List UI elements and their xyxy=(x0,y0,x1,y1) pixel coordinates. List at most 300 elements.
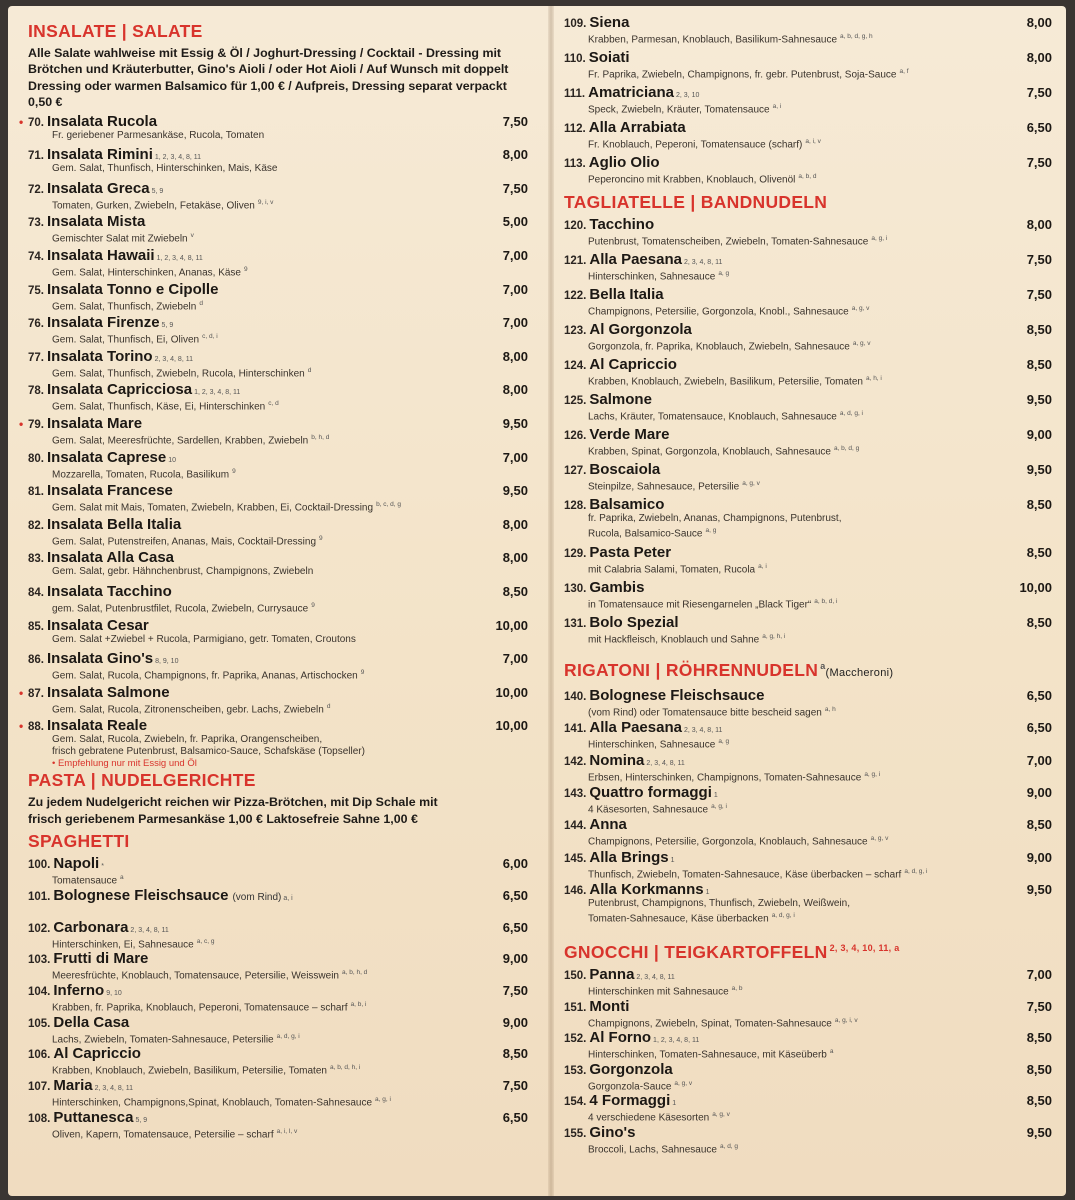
item-price: 8,50 xyxy=(502,1046,528,1062)
menu-item xyxy=(564,84,1052,119)
menu-item xyxy=(564,752,1052,784)
item-description xyxy=(564,303,1052,318)
item-line xyxy=(564,1029,1052,1046)
item-line xyxy=(28,982,528,999)
menu-item xyxy=(564,544,1052,579)
item-allergens: a, g, i xyxy=(871,235,888,242)
item-name: Al Forno xyxy=(589,1029,652,1046)
item-description-text: Gorgonzola, fr. Paprika, Knoblauch, Zwiebeln, Sahnesauce xyxy=(588,341,850,353)
item-price: 6,50 xyxy=(502,919,528,935)
item-description xyxy=(564,408,1052,423)
item-price: 8,00 xyxy=(502,147,528,163)
item-description-text: Hinterschinken, Sahnesauce xyxy=(588,739,716,751)
item-description xyxy=(28,432,528,447)
item-description-text: Gem. Salat, Thunfisch, Hinterschinken, Mais, Käse xyxy=(52,163,278,175)
item-description-text: Erbsen, Hinterschinken, Champignons, Tomaten-Sahnesauce xyxy=(588,771,862,783)
item-name: Insalata Gino's xyxy=(47,650,154,668)
item-number: 140. xyxy=(564,690,587,703)
item-description xyxy=(28,163,528,175)
item-price: 6,50 xyxy=(1026,720,1052,736)
item-number: 130. xyxy=(564,583,587,595)
item-number: 79. xyxy=(28,418,44,431)
item-additives: 1, 2, 3, 4, 8, 11 xyxy=(154,154,202,162)
item-description xyxy=(28,230,528,245)
menu-item xyxy=(28,314,528,348)
item-description xyxy=(564,338,1052,353)
item-line xyxy=(28,482,528,499)
item-description xyxy=(564,31,1052,46)
item-description-text: Hinterschinken, Ei, Sahnesauce xyxy=(52,938,194,950)
item-name: Pasta Peter xyxy=(589,544,672,561)
item-line xyxy=(564,579,1052,596)
item-allergens: a, b, d xyxy=(798,173,817,180)
item-line xyxy=(564,286,1052,303)
item-name: Bolognese Fleischsauce xyxy=(589,686,765,704)
item-description-text: Lachs, Zwiebeln, Tomaten-Sahnesauce, Petersilie xyxy=(52,1033,274,1045)
item-line xyxy=(564,154,1052,171)
item-number: 103. xyxy=(28,954,51,967)
menu-item xyxy=(564,119,1052,154)
item-line xyxy=(28,415,528,432)
menu-item xyxy=(564,1029,1052,1061)
menu-item xyxy=(564,49,1052,84)
item-number: 111. xyxy=(564,88,586,100)
item-allergens: a, g, v xyxy=(852,340,871,347)
item-number: 153. xyxy=(564,1064,587,1077)
menu-item xyxy=(28,549,528,583)
item-description xyxy=(564,373,1052,388)
page-fold xyxy=(548,6,554,1196)
item-name: Insalata Capricciosa xyxy=(47,381,193,399)
item-description-text: Gem. Salat, Rucola, Zwiebeln, fr. Paprika, Orangenscheiben, xyxy=(52,734,323,746)
item-price: 7,00 xyxy=(502,248,528,263)
item-name: Balsamico xyxy=(589,496,665,513)
item-description-text: Gorgonzola-Sauce xyxy=(588,1080,672,1092)
item-description-text: Gem. Salat +Zwiebel + Rucola, Parmigiano, getr. Tomaten, Croutons xyxy=(52,633,356,645)
item-price: 7,50 xyxy=(1026,85,1052,100)
item-number: 83. xyxy=(28,553,44,566)
item-additives: 2, 3, 4, 8, 11 xyxy=(683,727,723,735)
item-note: (vom Rind) xyxy=(232,891,282,903)
item-allergens: a, b xyxy=(731,985,743,992)
item-line xyxy=(564,544,1052,561)
item-description xyxy=(28,466,528,481)
item-description xyxy=(28,600,528,615)
item-description-text: mit Calabria Salami, Tomaten, Rucola xyxy=(588,564,756,576)
item-price: 9,00 xyxy=(502,951,528,967)
item-description-text: mit Hackfleisch, Knoblauch und Sahne xyxy=(588,634,760,646)
item-number: 105. xyxy=(28,1017,51,1030)
item-line xyxy=(564,356,1052,373)
menu-item xyxy=(564,14,1052,49)
item-name: Siena xyxy=(589,14,630,31)
section-title-gnocchi xyxy=(564,937,1052,963)
item-allergens: a, i xyxy=(772,103,782,110)
item-allergens: a, i xyxy=(758,563,767,570)
item-description xyxy=(28,331,528,346)
item-name: Insalata Bella Italia xyxy=(47,515,182,533)
tagliatelle-list xyxy=(564,216,1052,649)
item-additives: 1, 2, 3, 4, 8, 11 xyxy=(156,255,203,262)
item-line xyxy=(28,281,528,298)
item-allergens: a xyxy=(120,874,124,882)
item-name: Insalata Torino xyxy=(47,347,153,365)
item-description xyxy=(564,898,1052,910)
item-price: 7,50 xyxy=(502,180,528,196)
item-allergens: a, g xyxy=(718,270,730,277)
item-number: 141. xyxy=(564,723,587,736)
item-description-text: Mozzarella, Tomaten, Rucola, Basilikum xyxy=(52,468,230,480)
item-description xyxy=(28,967,528,982)
item-additives: 5, 9 xyxy=(161,322,174,330)
item-price: 7,50 xyxy=(502,982,528,998)
item-price: 8,50 xyxy=(1026,545,1052,560)
item-hint: • Empfehlung nur mit Essig und Öl xyxy=(52,758,197,770)
item-line xyxy=(28,348,528,365)
item-description xyxy=(28,1062,528,1077)
menu-item xyxy=(28,1014,528,1046)
item-allergens: a, g, i xyxy=(864,770,881,778)
item-price: 9,50 xyxy=(502,483,528,499)
item-number: 81. xyxy=(28,486,44,499)
menu-item xyxy=(28,583,528,617)
item-line xyxy=(28,684,528,701)
item-allergens: 9 xyxy=(319,534,323,542)
item-description-text: Lachs, Kräuter, Tomatensauce, Knoblauch, Sahnesauce xyxy=(588,411,837,423)
item-price: 10,00 xyxy=(495,617,528,633)
menu-item xyxy=(28,982,528,1014)
menu-item xyxy=(28,348,528,382)
item-name: Insalata Hawaii xyxy=(47,247,155,264)
section-title-spaghetti: SPAGHETTI xyxy=(28,831,130,852)
item-description-text-2: Tomaten-Sahnesauce, Käse überbacken xyxy=(588,913,769,925)
item-description-text-2: Rucola, Balsamico-Sauce xyxy=(588,528,703,540)
item-allergens: 9, i, v xyxy=(257,198,274,206)
item-allergens: a, d, g, i xyxy=(771,912,795,920)
menu-item xyxy=(28,1045,528,1077)
recommend-marker: • xyxy=(19,719,24,734)
menu-item xyxy=(19,683,528,718)
item-price: 8,00 xyxy=(1026,217,1052,232)
item-price: 7,50 xyxy=(1026,287,1052,302)
item-allergens: a, g, v xyxy=(742,480,760,487)
item-description-text: Hinterschinken, Sahnesauce xyxy=(588,271,716,283)
item-name: Gorgonzola xyxy=(589,1060,673,1078)
item-name: Insalata Cesar xyxy=(47,616,149,634)
item-number: 125. xyxy=(564,395,587,407)
item-additives: 5, 9 xyxy=(135,1116,148,1124)
item-allergens: a, d, g, i xyxy=(276,1032,300,1040)
menu-item xyxy=(564,496,1052,544)
item-name: Insalata Reale xyxy=(47,717,148,735)
item-name: Maria xyxy=(53,1076,93,1094)
item-allergens: a, b, d, g, h xyxy=(840,33,873,40)
item-number: 73. xyxy=(28,217,44,230)
item-name: Bolognese Fleischsauce xyxy=(53,886,229,904)
item-description-text: Champignons, Zwiebeln, Spinat, Tomaten-Sahnesauce xyxy=(588,1017,832,1029)
item-allergens: a, h xyxy=(824,705,836,713)
item-description-text: Hinterschinken mit Sahnesauce xyxy=(588,986,729,998)
item-description xyxy=(564,268,1052,283)
menu-page xyxy=(8,6,1066,1196)
menu-item xyxy=(28,146,528,180)
item-line xyxy=(28,381,528,398)
item-name: Insalata Francese xyxy=(47,482,173,500)
item-description xyxy=(564,443,1052,458)
item-price: 10,00 xyxy=(495,718,528,734)
menu-item xyxy=(564,286,1052,321)
item-line xyxy=(564,14,1052,31)
item-description-text: Krabben, Spinat, Gorgonzola, Knoblauch, Sahnesauce xyxy=(588,446,831,458)
item-allergens: a, g, v xyxy=(851,305,870,312)
item-line xyxy=(28,449,528,466)
spaghetti-list xyxy=(28,855,528,1140)
item-description xyxy=(28,701,528,716)
item-description xyxy=(28,1094,528,1109)
item-allergens: a, h, i xyxy=(865,375,882,382)
item-description xyxy=(28,1126,528,1141)
item-allergens: a, d, g xyxy=(719,1142,739,1150)
item-price: 8,50 xyxy=(1026,615,1052,630)
section-title-rigatoni xyxy=(564,655,1052,684)
item-number: 128. xyxy=(564,500,587,512)
item-allergens: 9 xyxy=(232,467,236,475)
item-name: Insalata Mare xyxy=(47,414,143,432)
item-name: Amatriciana xyxy=(588,84,674,101)
item-description xyxy=(28,499,528,514)
item-line xyxy=(28,516,528,533)
menu-item xyxy=(564,321,1052,356)
item-number: 88. xyxy=(28,721,44,734)
item-number: 143. xyxy=(564,788,587,800)
item-name: Insalata Firenze xyxy=(47,314,160,332)
right-column xyxy=(564,14,1052,1155)
item-price: 9,50 xyxy=(1026,462,1052,477)
item-name: Bolo Spezial xyxy=(589,614,679,631)
item-name: Al Capriccio xyxy=(589,356,677,373)
item-description-text: Broccoli, Lachs, Sahnesauce xyxy=(588,1143,717,1155)
item-description xyxy=(564,704,1052,719)
menu-item xyxy=(564,426,1052,461)
item-description xyxy=(564,513,1052,525)
item-allergens: d xyxy=(199,299,203,307)
item-allergens: a, b, h, d xyxy=(342,969,368,977)
item-description xyxy=(28,667,528,682)
item-allergens: a, f xyxy=(899,68,909,75)
item-price: 8,50 xyxy=(1026,817,1052,833)
item-allergens: a, b, i xyxy=(350,1000,367,1008)
item-allergens: a, i, l, v xyxy=(276,1127,298,1135)
item-number: 104. xyxy=(28,985,51,998)
item-price: 9,50 xyxy=(1026,1124,1052,1140)
item-name: Panna xyxy=(589,966,635,983)
item-allergens: a xyxy=(829,1048,834,1055)
item-line xyxy=(28,549,528,566)
item-name: Frutti di Mare xyxy=(53,950,149,968)
section-title-salate: INSALATE | SALATE xyxy=(28,21,203,41)
item-price: 10,00 xyxy=(1019,580,1052,595)
item-line xyxy=(564,1092,1052,1109)
item-number: 108. xyxy=(28,1112,51,1125)
item-price: 10,00 xyxy=(495,684,528,700)
item-description-text: Krabben, Parmesan, Knoblauch, Basilikum-Sahnesauce xyxy=(588,34,838,46)
item-number: 122. xyxy=(564,290,587,302)
item-line xyxy=(28,617,528,634)
item-number: 150. xyxy=(564,970,587,982)
item-allergens: d xyxy=(307,366,312,374)
item-description xyxy=(28,365,528,380)
menu-item xyxy=(28,516,528,550)
item-number: 84. xyxy=(28,586,44,599)
item-description-text: Speck, Zwiebeln, Kräuter, Tomatensauce xyxy=(588,104,770,116)
item-number: 151. xyxy=(564,1001,587,1014)
item-number: 86. xyxy=(28,654,44,667)
item-name: Napoli xyxy=(53,855,100,873)
item-name: Alla Arrabiata xyxy=(588,119,686,136)
item-line xyxy=(564,1061,1052,1078)
item-description xyxy=(564,833,1052,848)
item-additives: 1 xyxy=(713,792,718,799)
item-allergens: a, g, h, i xyxy=(762,633,786,640)
item-description xyxy=(564,1109,1052,1124)
item-additives: 10 xyxy=(168,456,177,464)
item-line xyxy=(564,966,1052,983)
item-number: 113. xyxy=(564,158,586,170)
menu-item xyxy=(28,381,528,415)
item-price: 9,00 xyxy=(1026,427,1052,442)
item-description-2 xyxy=(28,746,528,758)
item-additives: 2, 3, 4, 8, 11 xyxy=(636,974,675,981)
item-name: Insalata Salmone xyxy=(47,683,170,701)
item-description xyxy=(28,566,528,578)
item-price: 8,50 xyxy=(1026,357,1052,372)
item-price: 7,00 xyxy=(502,449,528,465)
item-name: Alla Korkmanns xyxy=(589,881,704,899)
item-description xyxy=(564,1015,1052,1030)
item-allergens: a, b, d, h, i xyxy=(329,1064,361,1072)
item-name: Al Capriccio xyxy=(53,1045,141,1063)
left-column xyxy=(19,14,528,1140)
item-description xyxy=(28,1031,528,1046)
menu-item xyxy=(19,414,528,449)
item-number: 107. xyxy=(28,1080,51,1093)
pasta-intro: Zu jedem Nudelgericht reichen wir Pizza-Brötchen, mit Dip Schale mit frisch geriebenem Parmesankäse 1,00 € Laktosefreie Sahne 1,00 € xyxy=(28,795,438,826)
item-description-text: Fr. geriebener Parmesankäse, Rucola, Tomaten xyxy=(52,129,265,141)
item-description-text: Fr. Knoblauch, Peperoni, Tomatensauce (scharf) xyxy=(588,139,803,151)
item-description-text: Gem. Salat, gebr. Hähnchenbrust, Champignons, Zwiebeln xyxy=(52,566,314,578)
item-description-text: Gem. Salat, Thunfisch, Zwiebeln xyxy=(52,300,197,312)
item-additives: 2, 3, 4, 8, 11 xyxy=(94,1084,133,1092)
item-allergens: c, d, i xyxy=(202,333,218,341)
item-number: 72. xyxy=(28,183,44,196)
item-additives: 1, 2, 3, 4, 8, 11 xyxy=(653,1037,700,1044)
item-description-text: Gemischter Salat mit Zwiebeln xyxy=(52,233,188,245)
item-description xyxy=(28,130,528,142)
item-name: Aglio Olio xyxy=(588,154,660,171)
item-price: 7,50 xyxy=(502,113,528,129)
menu-item xyxy=(564,154,1052,189)
item-price: 7,00 xyxy=(502,651,528,667)
item-number: 106. xyxy=(28,1049,51,1062)
item-line xyxy=(28,1014,528,1031)
item-price: 8,50 xyxy=(1026,497,1052,512)
item-number: 77. xyxy=(28,351,44,364)
item-line xyxy=(564,1124,1052,1141)
item-number: 109. xyxy=(564,18,587,30)
item-allergens: a, g xyxy=(705,527,717,534)
item-number: 101. xyxy=(28,890,51,903)
item-line xyxy=(28,180,528,197)
item-additives: 5, 9 xyxy=(151,187,164,195)
menu-item xyxy=(564,966,1052,998)
item-description xyxy=(564,233,1052,248)
item-allergens: a, i, v xyxy=(805,138,821,145)
item-line xyxy=(564,784,1052,801)
item-price: 6,50 xyxy=(1026,687,1052,703)
item-description-text-2: frisch gebratene Putenbrust, Balsamico-Sauce, Schafskäse (Topseller) xyxy=(52,746,365,758)
item-description-text: Gem. Salat, Rucola, Zitronenscheiben, gebr. Lachs, Zwiebeln xyxy=(52,704,324,716)
item-allergens: a, b, d, i xyxy=(814,598,838,605)
item-line xyxy=(28,650,528,667)
item-name: Al Gorgonzola xyxy=(589,321,692,338)
item-name: Della Casa xyxy=(53,1013,130,1031)
item-description xyxy=(564,1141,1052,1156)
item-line xyxy=(564,687,1052,704)
item-line xyxy=(28,146,528,163)
item-description xyxy=(564,66,1052,81)
item-description-text: Gem. Salat, Rucola, Champignons, fr. Paprika, Ananas, Artischocken xyxy=(52,670,358,682)
item-description-text: Gem. Salat, Putenstreifen, Ananas, Mais, Cocktail-Dressing xyxy=(52,536,317,548)
item-line xyxy=(564,752,1052,769)
item-price: 8,50 xyxy=(1026,322,1052,337)
item-line xyxy=(564,216,1052,233)
menu-item xyxy=(19,717,528,770)
item-name: Bella Italia xyxy=(589,286,664,303)
item-name: Insalata Tonno e Cipolle xyxy=(47,280,219,298)
item-number: 155. xyxy=(564,1127,587,1140)
item-additives: 2, 3, 4, 8, 11 xyxy=(683,259,723,266)
item-line xyxy=(564,998,1052,1015)
item-line xyxy=(564,816,1052,833)
item-number: 127. xyxy=(564,465,587,477)
menu-item xyxy=(564,998,1052,1030)
menu-item xyxy=(564,687,1052,719)
item-price: 7,50 xyxy=(1026,155,1052,170)
item-line xyxy=(564,849,1052,866)
item-description xyxy=(564,596,1052,611)
item-additives: 2, 3, 4, 8, 11 xyxy=(154,355,193,363)
item-description-text: Putenbrust, Champignons, Thunfisch, Zwiebeln, Weißwein, xyxy=(588,898,850,910)
item-line xyxy=(564,496,1052,513)
item-allergens: a, g, v xyxy=(712,1111,730,1118)
item-additives: 1 xyxy=(672,1100,677,1107)
item-description-text: Krabben, fr. Paprika, Knoblauch, Peperoni, Tomatensauce – scharf xyxy=(52,1002,348,1014)
item-number: 82. xyxy=(28,519,44,532)
item-description-text: Gem. Salat, Thunfisch, Käse, Ei, Hinterschinken xyxy=(52,401,266,413)
item-allergens: d xyxy=(326,702,331,710)
menu-item xyxy=(564,216,1052,251)
item-price: 9,00 xyxy=(1026,849,1052,865)
item-price: 8,50 xyxy=(502,583,528,599)
item-line xyxy=(28,717,528,734)
item-additives: 1, 2, 3, 4, 8, 11 xyxy=(194,389,241,397)
item-name: Insalata Greca xyxy=(47,179,150,197)
item-name: Insalata Rucola xyxy=(47,112,158,130)
item-name: Alla Paesana xyxy=(589,719,682,737)
item-name: Tacchino xyxy=(589,216,655,233)
item-additives: 2, 3, 4, 8, 11 xyxy=(646,759,685,767)
item-description-text: Hinterschinken, Champignons,Spinat, Knoblauch, Tomaten-Sahnesauce xyxy=(52,1097,373,1109)
